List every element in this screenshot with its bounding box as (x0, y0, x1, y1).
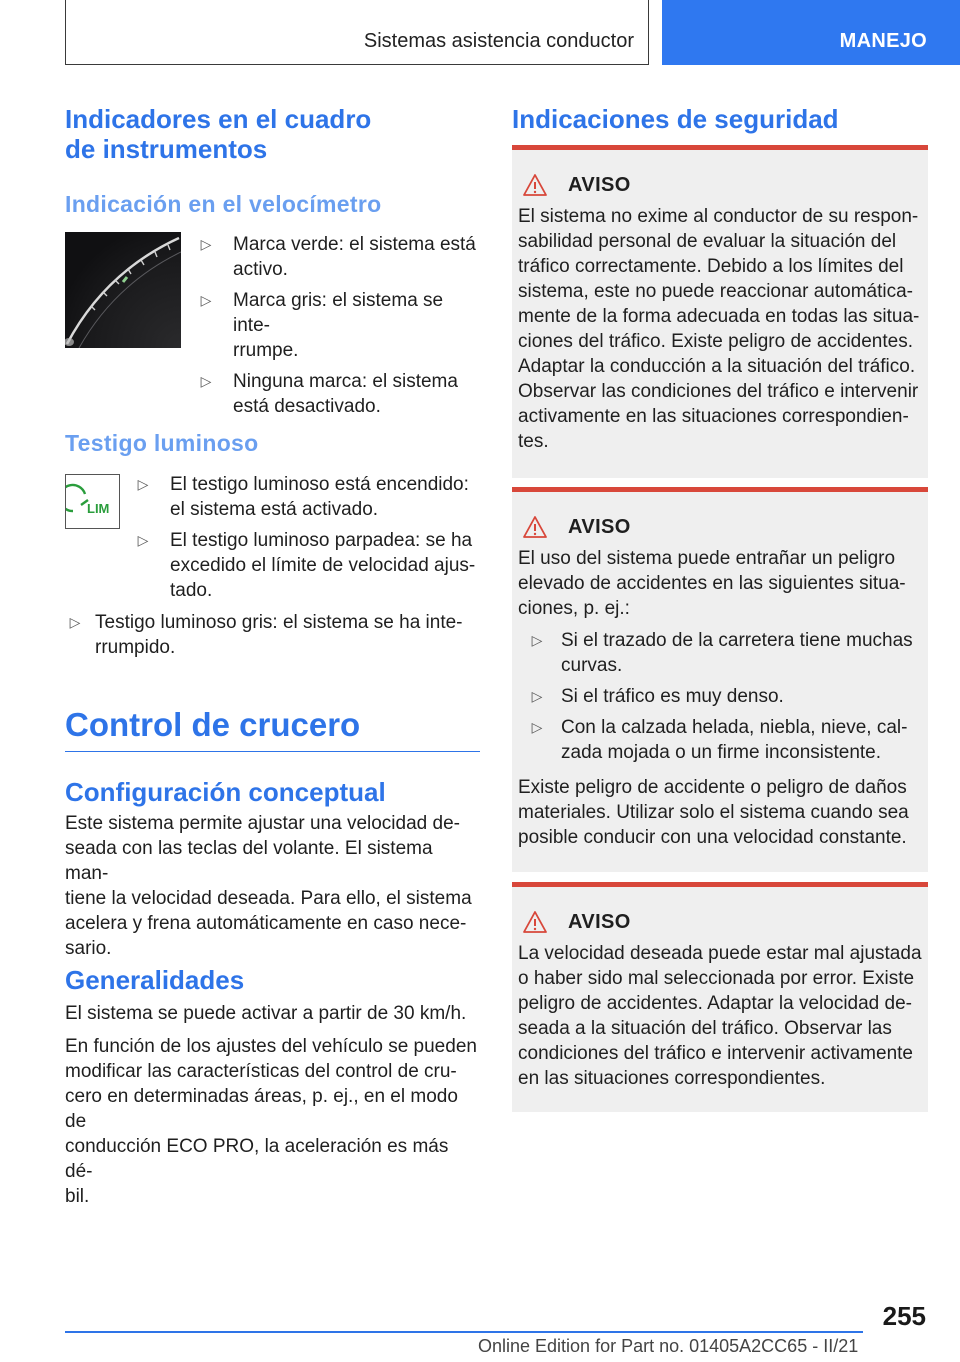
list-item: ▷ Si el tráfico es muy denso. (519, 684, 928, 709)
page-number: 255 (882, 1301, 926, 1331)
warning-box-2 (512, 487, 928, 872)
bullet-triangle-icon: ▷ (200, 236, 212, 252)
list-item: ▷ El testigo luminoso parpadea: se ha excedido el límite de velocidad ajus- tado. (133, 528, 480, 603)
speedometer-image (65, 232, 181, 348)
lim-speed-icon (66, 475, 118, 527)
warning-lamp-heading: Testigo luminoso (65, 430, 259, 456)
warning-outro: Existe peligro de accidente o peligro de daños materiales. Utilizar solo el sistema cuando sea posible conducir con una velocidad constante. (518, 777, 909, 848)
warning-triangle-icon (522, 173, 548, 197)
general-heading: Generalidades (65, 965, 245, 995)
header-section-title: Sistemas asistencia conductor (363, 30, 634, 52)
header-chapter-label: MANEJO (839, 30, 927, 52)
concept-heading: Configuración conceptual (65, 777, 386, 807)
bullet-triangle-icon: ▷ (531, 632, 543, 648)
warning-box-3 (512, 882, 928, 1112)
footer-edition-text: Online Edition for Part no. 01405A2CC65 - II/21 (478, 1336, 859, 1356)
bullet-triangle-icon: ▷ (137, 532, 149, 548)
general-paragraph-2: En función de los ajustes del vehículo se pueden modificar las características del control de cru- cero en determinadas áreas, p. ej., en el modo de conducción ECO PRO, la aceleración es más dé- bil. (65, 1036, 477, 1207)
list-item: ▷ Marca verde: el sistema está activo. (196, 232, 480, 282)
bullet-triangle-icon: ▷ (137, 476, 149, 492)
left-column (65, 104, 480, 1207)
warning-text: El sistema no exime al conductor de su respon- sabilidad personal de evaluar la situación del tráfico correctamente. Debido a los límites del sistema, este no puede reaccionar automática- mente de la forma adecuada en todas las situa- ciones del tráfico. Existe peligro de accidentes. Adaptar la conducción a la situación del tráfico. Observar las condiciones del tráfico e intervenir activamente en las situaciones correspondien- tes. (518, 206, 920, 452)
warning-triangle-icon (522, 515, 548, 539)
bullet-triangle-icon: ▷ (531, 688, 543, 704)
bullet-triangle-icon: ▷ (200, 373, 212, 389)
list-item: ▷ Si el trazado de la carretera tiene muchas curvas. (519, 628, 928, 678)
warning-title: AVISO (568, 515, 631, 538)
warning-intro: El uso del sistema puede entrañar un peligro elevado de accidentes en las siguientes situa- ciones, p. ej.: (518, 548, 906, 619)
warning-triangle-icon (522, 910, 548, 934)
warning-title: AVISO (568, 910, 631, 933)
warning-title: AVISO (568, 173, 631, 196)
warning-box-1 (512, 145, 928, 478)
list-item: ▷ Ninguna marca: el sistema está desactivado. (196, 369, 480, 419)
bullet-triangle-icon: ▷ (531, 719, 543, 735)
general-paragraph-1: El sistema se puede activar a partir de 30 km/h. (65, 1003, 467, 1024)
concept-paragraph: Este sistema permite ajustar una velocidad de- seada con las teclas del volante. El sistema man- tiene la velocidad deseada. Para ello, el sistema acelera y frena automáticamente en caso nece- sario. (65, 813, 472, 959)
bullet-triangle-icon: ▷ (69, 614, 81, 630)
list-item: ▷ Marca gris: el sistema se inte- rrumpe. (196, 288, 480, 363)
footer-divider (65, 1331, 863, 1333)
svg-text:LIM: LIM (87, 501, 110, 516)
speedometer-list (196, 232, 480, 419)
speedometer-arc-graphic (65, 232, 181, 348)
indicators-heading: Indicadores en el cuadro de instrumentos (65, 104, 372, 164)
header-section-box (65, 0, 649, 65)
list-item: ▷ El testigo luminoso está encendido: el sistema está activado. (133, 472, 480, 522)
bullet-triangle-icon: ▷ (200, 292, 212, 308)
right-column (512, 104, 928, 1089)
warning-lamp-list (133, 472, 480, 603)
list-item: ▷ Con la calzada helada, niebla, nieve, cal- zada mojada o un firme inconsistente. (519, 715, 928, 765)
header-chapter-tab (662, 0, 960, 65)
list-item: ▷ Testigo luminoso gris: el sistema se ha inte- rrumpido. (65, 610, 480, 660)
lim-indicator-lamp-image (65, 474, 120, 529)
warning-text: La velocidad deseada puede estar mal ajustada o haber sido mal seleccionada por error. Existe peligro de accidentes. Adaptar la velocidad de- seada a la situación del tráfico. Observar las condiciones del tráfico e intervenir activamente en las situaciones correspondientes. (518, 943, 922, 1089)
chapter-title: Control de crucero (65, 705, 480, 752)
speedometer-heading: Indicación en el velocímetro (65, 191, 382, 217)
safety-heading: Indicaciones de seguridad (512, 104, 839, 134)
